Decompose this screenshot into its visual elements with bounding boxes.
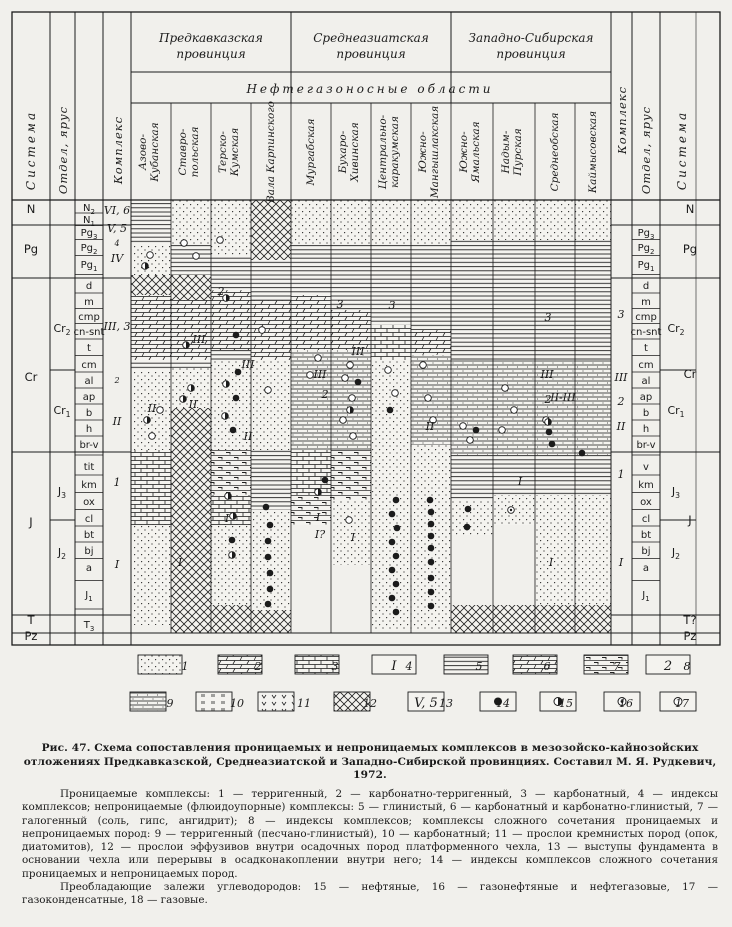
header-complex-left: Комплекс <box>111 115 125 185</box>
complex-index-label: 2 <box>217 285 225 298</box>
left-unit-label: $J_1$ <box>85 590 93 603</box>
legend-number: 16 <box>619 697 633 710</box>
deposit-gas <box>350 433 357 440</box>
right-system-label: N <box>685 202 695 216</box>
right-unit-label: h <box>642 424 650 435</box>
deposit-oil <box>428 559 435 566</box>
legend-number: 11 <box>297 697 311 710</box>
deposit-mixed <box>188 385 195 392</box>
header-complex-right: Комплекс <box>615 85 629 155</box>
area-label: Надым-Пурская <box>500 128 524 176</box>
left-complex-label: II <box>112 415 122 428</box>
left-unit-label: $Pg_1$ <box>80 260 98 273</box>
left-complex-label: 1 <box>113 476 121 489</box>
right-system-label: J <box>688 513 692 527</box>
deposit-mixed <box>223 381 230 388</box>
deposit-oil <box>393 553 400 560</box>
deposit-mixed <box>225 493 232 500</box>
deposit-oil <box>549 441 556 448</box>
left-unit-label: $Pg_3$ <box>80 228 98 241</box>
complex-index-label: III <box>241 358 255 371</box>
right-unit-label: ox <box>640 497 652 508</box>
left-complex-label: III, 3 <box>103 320 131 333</box>
deposit-oil <box>267 586 274 593</box>
right-system-label: Pz <box>683 629 697 643</box>
deposit-oil <box>428 509 435 516</box>
right-unit-label: cm <box>638 360 654 371</box>
deposit-oil <box>464 524 471 531</box>
province-label: Среднеазиатская провинция <box>313 31 429 61</box>
legend-swatch <box>130 692 166 711</box>
right-system-label: Cr <box>683 367 697 381</box>
legend-number: 2 <box>254 660 262 673</box>
deposit-oil <box>427 497 434 504</box>
right-complex-label: 3 <box>617 308 625 321</box>
left-unit-label: b <box>85 408 93 419</box>
complex-index-label: II <box>188 398 198 411</box>
legend-number: 9 <box>166 697 174 710</box>
deposit-oil <box>428 589 435 596</box>
right-complex-label: II <box>616 420 626 433</box>
left-system-label: N <box>26 202 36 216</box>
left-unit-label: $T_3$ <box>83 620 95 633</box>
legend-number: 13 <box>439 697 453 710</box>
legend-number: 4 <box>405 660 413 673</box>
right-unit-label: $J_1$ <box>642 590 650 603</box>
deposit-oil <box>267 522 274 529</box>
left-unit-label: al <box>84 376 94 387</box>
deposit-gas <box>181 240 188 247</box>
left-unit-label: bt <box>83 530 95 541</box>
deposit-oil <box>428 603 435 610</box>
right-unit-label: cmp <box>635 312 657 323</box>
deposit-oil <box>265 554 272 561</box>
deposit-oil <box>387 407 394 414</box>
deposit-oil <box>428 521 435 528</box>
complex-index-label: 2 <box>544 393 552 406</box>
deposit-oil <box>428 575 435 582</box>
deposit-gas <box>315 355 322 362</box>
right-unit-label: bj <box>641 546 651 557</box>
deposit-oil <box>579 450 586 457</box>
left-unit-label: $N_2$ <box>83 203 95 216</box>
right-subsystem-label: $Cr_2$ <box>667 322 685 337</box>
deposit-mixed <box>347 407 354 414</box>
area-label: Терско-Кумская <box>217 127 241 177</box>
complex-index-label: I? <box>314 528 326 541</box>
right-unit-label: al <box>641 376 651 387</box>
deposit-oil <box>389 539 396 546</box>
deposit-oil <box>265 538 272 545</box>
right-unit-label: $Pg_1$ <box>637 260 655 273</box>
right-unit-label: v <box>643 462 649 473</box>
left-unit-label: ox <box>83 497 95 508</box>
legend-number: 3 <box>331 660 339 673</box>
deposit-gas <box>467 437 474 444</box>
left-complex-label: 4 <box>114 239 120 248</box>
deposit-oil <box>267 570 274 577</box>
legend-number: 7 <box>613 660 621 673</box>
deposit-mixed <box>315 489 322 496</box>
deposit-gas <box>259 327 266 334</box>
province-label: Предкавказская провинция <box>158 31 264 61</box>
left-unit-label: cn-snt <box>73 327 105 338</box>
complex-index-label: I <box>315 511 321 524</box>
area-label: Азово-Кубанская <box>137 122 161 182</box>
right-unit-label: b <box>642 408 650 419</box>
legend-swatch <box>584 655 628 674</box>
legend-number: 5 <box>475 660 483 673</box>
left-subsystem-label: $J_3$ <box>57 485 67 500</box>
legend-explanation <box>22 788 718 908</box>
legend-number: 15 <box>559 697 573 710</box>
deposit-mixed <box>545 419 552 426</box>
left-complex-label: IV <box>110 252 124 265</box>
right-complex-label: III <box>614 371 628 384</box>
left-unit-label: cmp <box>78 312 100 323</box>
deposit-mixed <box>180 396 187 403</box>
right-subsystem-label: $Cr_1$ <box>667 404 685 419</box>
deposit-gas <box>342 375 349 382</box>
complex-index-label: II-III <box>550 391 576 404</box>
right-unit-label: t <box>644 343 648 354</box>
left-unit-label: br-v <box>79 440 99 451</box>
right-unit-label: cn-snt <box>630 327 662 338</box>
right-unit-label: m <box>641 297 651 308</box>
deposit-oil <box>393 609 400 616</box>
left-unit-label: h <box>85 424 93 435</box>
deposit-mixed <box>230 513 237 520</box>
right-complex-label: I <box>618 556 624 569</box>
left-system-label: J <box>29 515 33 529</box>
complex-index-label: 2 <box>321 388 329 401</box>
deposit-oil <box>428 533 435 540</box>
areas-title: Нефтегазоносные области <box>246 82 494 96</box>
left-unit-label: d <box>85 281 93 292</box>
legend-number: 6 <box>543 660 551 673</box>
legend-number: 8 <box>683 660 691 673</box>
header-stage-left: Отдел, ярус <box>56 105 70 195</box>
area-label: Мургабская <box>305 118 317 186</box>
complex-index-label: II <box>147 402 157 415</box>
deposit-gas <box>340 417 347 424</box>
deposit-oil <box>473 427 480 434</box>
deposit-mixed <box>229 552 236 559</box>
complex-index-label: II <box>425 420 435 433</box>
right-unit-label: cl <box>641 514 651 525</box>
left-subsystem-label: $Cr_2$ <box>53 322 71 337</box>
complex-index-label: I <box>517 475 523 488</box>
deposit-oil <box>265 601 272 608</box>
deposit-gas <box>349 395 356 402</box>
right-unit-label: bt <box>640 530 652 541</box>
complex-index-label: II <box>243 430 253 443</box>
area-label: Среднеобская <box>549 112 561 192</box>
right-subsystem-label: $J_2$ <box>671 546 681 561</box>
legend-swatch <box>258 692 294 711</box>
deposit-gas <box>149 433 156 440</box>
area-label: Южно-Ямальская <box>458 121 482 183</box>
deposit-gas <box>307 372 314 379</box>
deposit-gas <box>265 387 272 394</box>
deposit-oil <box>546 429 553 436</box>
right-unit-label: d <box>642 281 650 292</box>
deposit-oil <box>229 537 236 544</box>
area-label: Центрально-каракумская <box>377 114 401 190</box>
deposit-mixed <box>144 417 151 424</box>
complex-index-label: I <box>224 512 230 525</box>
deposit-gas <box>217 237 224 244</box>
right-system-label: Pg <box>682 242 698 256</box>
right-unit-label: $Pg_2$ <box>637 243 655 256</box>
legend-number: 17 <box>675 697 689 710</box>
legend-deposits-text: Преобладающие залежи углеводородов: 15 — нефтяные, 16 — газонефтяные и нефтегазовые, 17 — газоконденсатные, 18 — газовые. <box>22 881 718 907</box>
deposit-oil <box>230 427 237 434</box>
deposit-oil <box>233 332 240 339</box>
left-unit-label: a <box>85 563 93 574</box>
deposit-gas <box>420 362 427 369</box>
deposit-gas <box>460 423 467 430</box>
header-stage-right: Отдел, ярус <box>639 105 653 195</box>
legend-number: 1 <box>181 660 189 673</box>
complex-index-label: III <box>351 345 365 358</box>
right-unit-label: br-v <box>636 440 656 451</box>
left-system-label: Pg <box>23 242 39 256</box>
province-label: Западно-Сибирская провинция <box>468 31 594 61</box>
deposit-oil <box>263 504 270 511</box>
left-complex-label: V, 5 <box>106 222 128 235</box>
deposit-oil <box>233 395 240 402</box>
complex-index-label: I <box>350 531 356 544</box>
complex-index-label: 3 <box>388 299 396 312</box>
complex-index-label: 3 <box>336 298 344 311</box>
deposit-gas <box>511 407 518 414</box>
right-subsystem-label: $J_3$ <box>671 485 681 500</box>
deposit-oil <box>322 477 329 484</box>
deposit-gas <box>193 253 200 260</box>
legend-complexes-text: Проницаемые комплексы: 1 — терригенный, 2 — карбонатно-терригенный, 3 — карбонатный, 4 — индексы комплексов; непроницаемые (флюидоупорные) комплексы: 5 — глинистый, 6 — карбонатный и карбонатно-глинистый, 7 — галогенный (соль, гипс, ангидрит); 8 — индексы комплексов; комплексы сложного сочетания проницаемых и непроницаемых пород: 9 — терригенный (песчано-глинистый), 10 — карбонатный; 11 — прослои кремнистых пород (опок, диатомитов), 12 — прослои эффузивов внутри осадочных пород платформенного чехла, 13 — выступы фундамента в основании чехла или перерывы в осадконакоплении внутри него; 14 — индексы комплексов сложного сочетания проницаемых и непроницаемых пород. <box>22 788 718 880</box>
left-complex-label: I <box>114 558 120 571</box>
complex-index-label: I <box>177 556 183 569</box>
deposit-cond <box>508 507 515 514</box>
legend-swatch-text: I <box>391 659 397 674</box>
deposit-oil <box>465 506 472 513</box>
deposit-oil <box>393 581 400 588</box>
left-unit-label: $N_1$ <box>83 215 95 228</box>
left-subsystem-label: $J_2$ <box>57 546 67 561</box>
right-complex-label: 1 <box>617 468 625 481</box>
complex-index-label: I <box>548 556 554 569</box>
deposit-oil <box>428 545 435 552</box>
deposit-gas <box>499 427 506 434</box>
area-label: Ставро-польская <box>177 126 201 178</box>
header-system-right: Система <box>675 109 689 191</box>
legend-number: 10 <box>230 697 244 710</box>
deposit-mixed <box>142 263 149 270</box>
legend-swatch <box>138 655 182 674</box>
complex-index-label: 3 <box>544 311 552 324</box>
legend-swatch-text: V, 5 <box>414 696 438 711</box>
complex-index-label: III <box>540 368 554 381</box>
left-system-label: T <box>27 613 35 627</box>
legend-swatch <box>196 692 232 711</box>
deposit-gas <box>392 390 399 397</box>
deposit-oil <box>393 497 400 504</box>
right-unit-label: ap <box>639 392 653 403</box>
left-unit-label: cl <box>84 514 94 525</box>
left-subsystem-label: $Cr_1$ <box>53 404 71 419</box>
left-unit-label: cm <box>81 360 97 371</box>
right-complex-label: 2 <box>617 395 625 408</box>
deposit-mixed <box>222 413 229 420</box>
deposit-oil <box>389 567 396 574</box>
deposit-oil <box>389 595 396 602</box>
deposit-mixed <box>183 342 190 349</box>
left-system-label: Cr <box>24 370 38 384</box>
left-unit-label: m <box>84 297 94 308</box>
left-system-label: Pz <box>24 629 38 643</box>
area-label: Каймысовская <box>587 110 599 194</box>
left-unit-label: bj <box>84 546 94 557</box>
right-unit-label: km <box>638 480 654 491</box>
left-complex-label: VI, 6 <box>103 204 131 217</box>
area-label: Бухаро-Хивинская <box>337 122 361 182</box>
deposit-gas <box>157 407 164 414</box>
deposit-gas <box>346 517 353 524</box>
deposit-oil <box>235 369 242 376</box>
left-complex-label: 2 <box>114 376 120 385</box>
header-system-left: Система <box>24 109 38 191</box>
left-unit-label: tit <box>83 462 95 473</box>
complex-index-label: III <box>192 333 206 346</box>
left-unit-label: t <box>87 343 91 354</box>
legend-number: 12 <box>363 697 377 710</box>
deposit-oil <box>355 379 362 386</box>
deposit-oil <box>389 511 396 518</box>
left-unit-label: km <box>81 480 97 491</box>
left-unit-label: ap <box>82 392 96 403</box>
area-label: Южно-Мангышлакская <box>417 105 441 199</box>
legend-number: 14 <box>496 697 510 710</box>
legend-swatch-text: 2 <box>663 659 673 674</box>
deposit-gas <box>147 252 154 259</box>
left-unit-label: $Pg_2$ <box>80 243 98 256</box>
deposit-oil <box>394 525 401 532</box>
deposit-gas <box>502 385 509 392</box>
complex-index-label: III <box>313 368 327 381</box>
area-label: Вала Карпинского <box>265 101 277 203</box>
right-system-label: T? <box>683 613 697 627</box>
right-unit-label: $Pg_3$ <box>637 228 655 241</box>
figure-caption: Рис. 47. Схема сопоставления проницаемых и непроницаемых комплексов в мезозойско-кайнозойских отложениях Предкавказской, Среднеазиатской и Западно-Сибирской провинциях. Составил М. Я. Рудкевич, 1972. <box>23 742 717 782</box>
deposit-gas <box>385 367 392 374</box>
deposit-gas <box>425 395 432 402</box>
deposit-gas <box>347 362 354 369</box>
right-unit-label: a <box>642 563 650 574</box>
